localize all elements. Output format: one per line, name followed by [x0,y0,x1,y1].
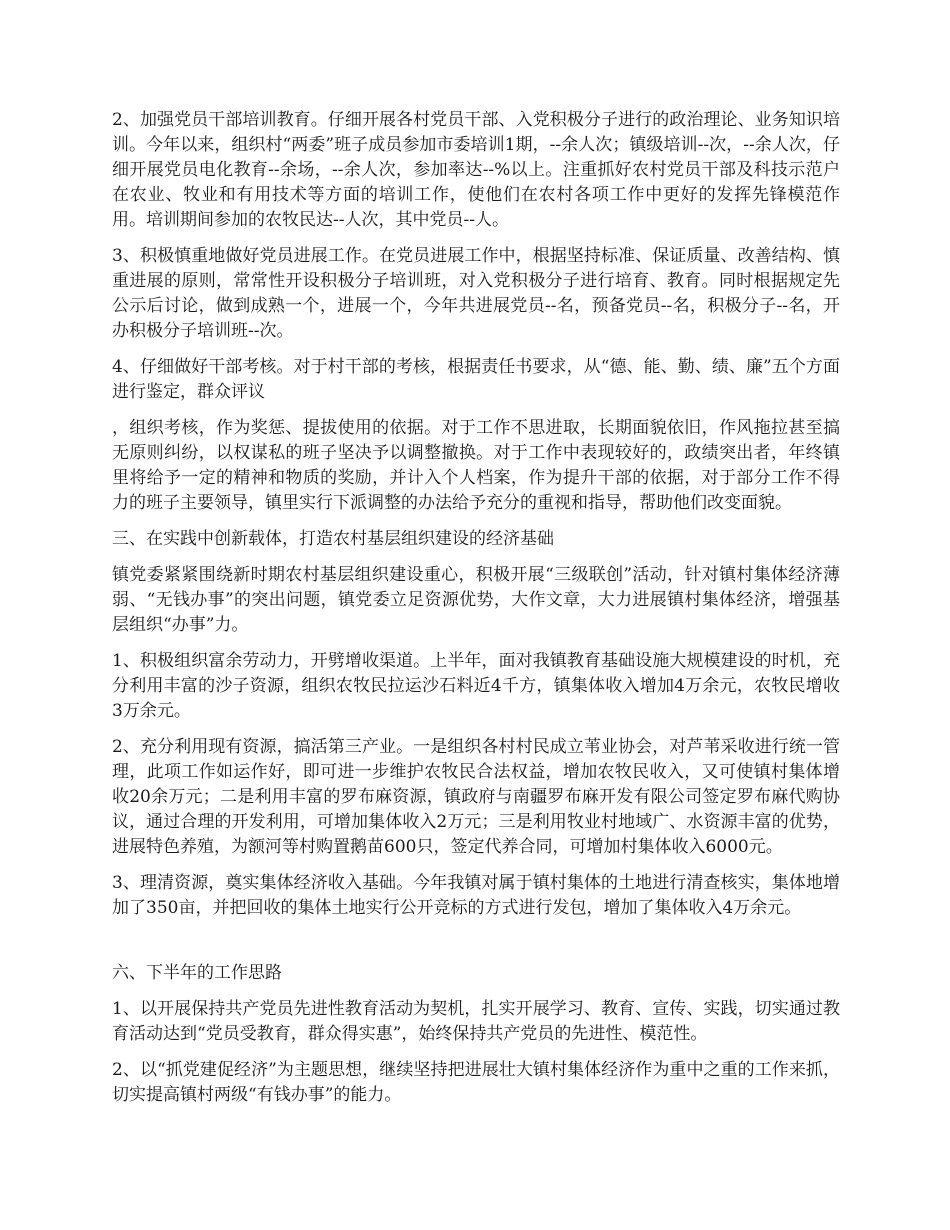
paragraph-assessment-continued: ，组织考核，作为奖惩、提拔使用的依据。对于工作不思进取，长期面貌依旧，作风拖拉甚至搞无原则纠纷，以权谋私的班子坚决予以调整撤换。对于工作中表现较好的，政绩突出者，年终镇里将给予一定的精神和物质的奖励，并计入个人档案，作为提升干部的依据，对于部分工作不得力的班子主要领导，镇里实行下派调整的办法给予充分的重视和指导，帮助他们改变面貌。 [112,418,840,513]
paragraph-surplus-labor: 1、积极组织富余劳动力，开劈增收渠道。上半年，面对我镇教育基础设施大规模建设的时机，充分利用丰富的沙子资源，组织农牧民拉运沙石料近4千方，镇集体收入增加4万余元，农牧民增收3万余元。 [112,651,840,721]
section-heading-second-half: 六、下半年的工作思路 [112,963,282,983]
paragraph-party-building-economy: 2、以“抓党建促经济”为主题思想，继续坚持把进展壮大镇村集体经济作为重中之重的工作来抓，切实提高镇村两级“有钱办事”的能力。 [112,1060,840,1105]
paragraph-three-level: 镇党委紧紧围绕新时期农村基层组织建设重心，积极开展“三级联创”活动，针对镇村集体经济薄弱、“无钱办事”的突出问题，镇党委立足资源优势，大作文章，大力进展镇村集体经济，增强基层组织“办事”力。 [112,565,840,635]
paragraph-land-resources: 3、理清资源，奠实集体经济收入基础。今年我镇对属于镇村集体的土地进行清查核实，集体地增加了350亩，并把回收的集体土地实行公开竞标的方式进行发包，增加了集体收入4万余元。 [112,873,840,918]
paragraph-cadre-assessment: 4、仔细做好干部考核。对于村干部的考核，根据责任书要求，从“德、能、勤、绩、廉”五个方面进行鉴定，群众评议 [112,357,840,402]
document-page [112,108,840,1119]
paragraph-member-development: 3、积极慎重地做好党员进展工作。在党员进展工作中，根据坚持标准、保证质量、改善结构、慎重进展的原则，常常性开设积极分子培训班，对入党积极分子进行培育、教育。同时根据规定先公示后讨论，做到成熟一个，进展一个，今年共进展党员--名，预备党员--名，积极分子--名，开办积极分子培训班--次。 [112,246,840,341]
paragraph-advanced-education: 1、以开展保持共产党员先进性教育活动为契机，扎实开展学习、教育、宣传、实践，切实通过教育活动达到“党员受教育，群众得实惠”，始终保持共产党员的先进性、模范性。 [112,999,840,1044]
paragraph-tertiary-industry: 2、充分利用现有资源，搞活第三产业。一是组织各村村民成立苇业协会，对芦苇采收进行统一管理，此项工作如运作好，即可进一步维护农牧民合法权益，增加农牧民收入，又可使镇村集体增收20余万元；二是利用丰富的罗布麻资源，镇政府与南疆罗布麻开发有限公司签定罗布麻代购协议，通过合理的开发利用，可增加集体收入2万元；三是利用牧业村地域广、水资源丰富的优势，进展特色养殖，为额河等村购置鹅苗600只，签定代养合同，可增加村集体收入6000元。 [112,737,840,857]
section-heading-economic-base: 三、在实践中创新载体，打造农村基层组织建设的经济基础 [112,529,554,549]
paragraph-training: 2、加强党员干部培训教育。仔细开展各村党员干部、入党积极分子进行的政治理论、业务知识培训。今年以来，组织村“两委”班子成员参加市委培训1期，--余人次；镇级培训--次，--余人次，仔细开展党员电化教育--余场，--余人次，参加率达--%以上。注重抓好农村党员干部及科技示范户在农业、牧业和有用技术等方面的培训工作，使他们在农村各项工作中更好的发挥先锋模范作用。培训期间参加的农牧民达--人次，其中党员--人。 [112,110,840,230]
